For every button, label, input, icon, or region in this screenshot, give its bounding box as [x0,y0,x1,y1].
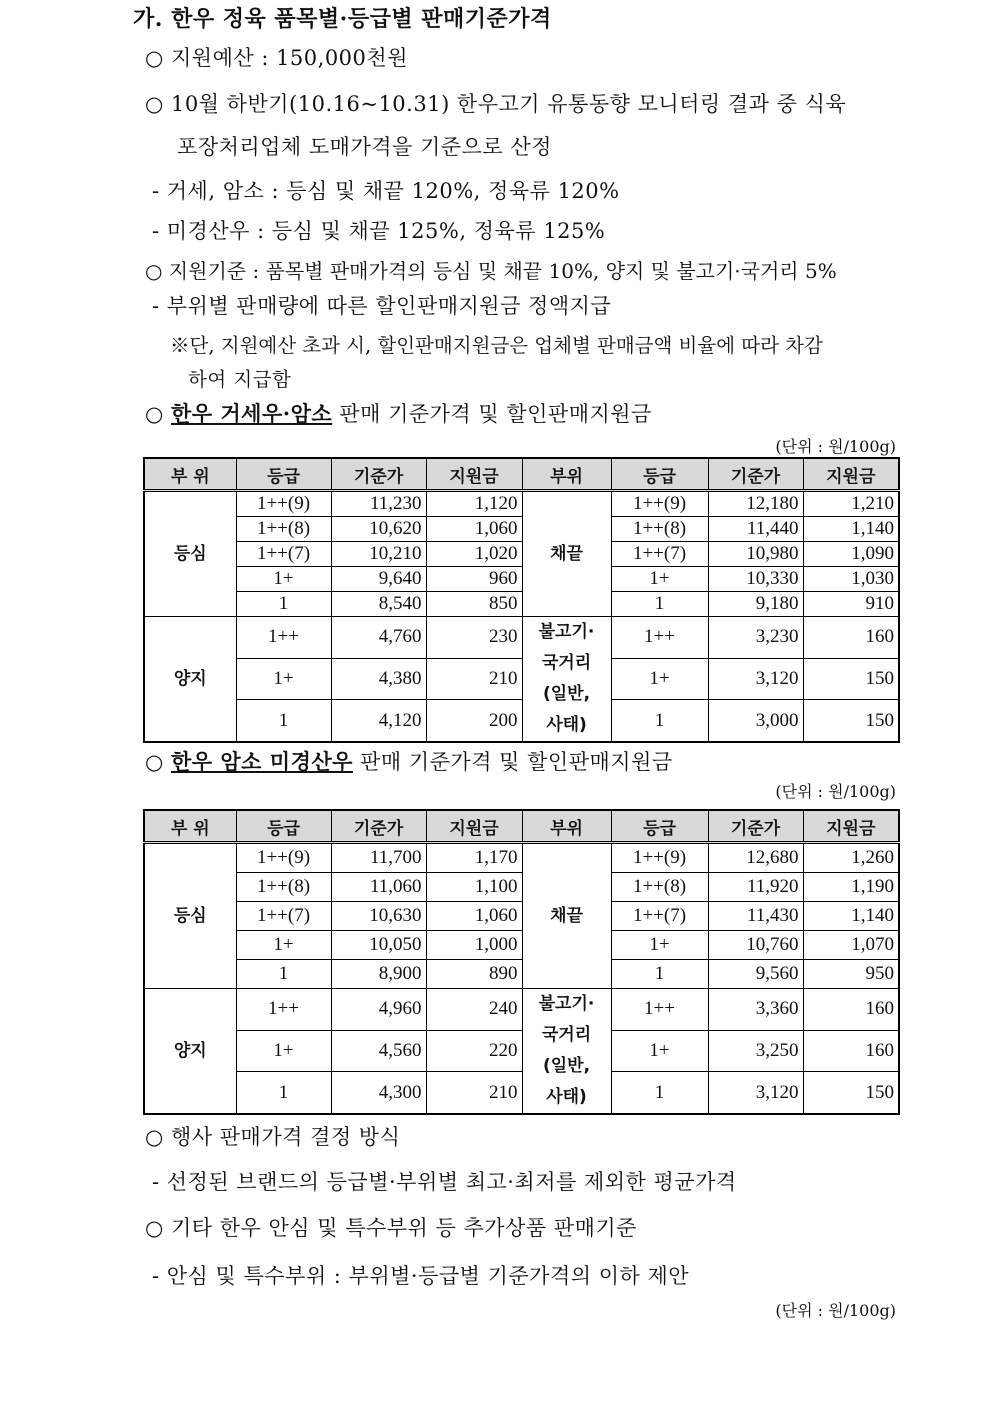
table-row [144,700,899,742]
support-cell: 1,120 [426,491,522,517]
price-cell: 9,560 [708,960,803,989]
part-line: 불고기· [538,622,595,642]
table-header-row [144,810,899,843]
grade-cell: 1 [236,592,331,617]
price-cell: 3,120 [708,1072,803,1114]
price-cell: 4,960 [331,989,426,1031]
price-table-2 [143,809,900,1115]
part-line: 국거리 [541,653,592,673]
part-line: 사태) [546,1087,587,1107]
grade-cell: 1+ [611,931,708,960]
part-cell-striploin: 채끝 [522,843,611,989]
support-cell: 220 [426,1030,522,1072]
grade-cell: 1++(7) [611,902,708,931]
support-cell: 1,090 [803,542,899,567]
part-line: 불고기· [538,994,595,1014]
section2-title-rest: 판매 기준가격 및 할인판매지원금 [352,750,673,774]
grade-cell: 1++(8) [236,873,331,902]
grade-cell: 1++(9) [611,843,708,873]
part-cell-brisket: 양지 [144,989,236,1115]
rule-line-2: - 미경산우 : 등심 및 채끝 125%, 정육류 125% [152,219,606,243]
support-cell: 1,060 [426,902,522,931]
price-cell: 4,760 [331,617,426,659]
budget-line: ○ 지원예산 : 150,000천원 [145,46,408,70]
table-row [144,617,899,659]
table-row [144,1072,899,1114]
price-cell: 11,430 [708,902,803,931]
price-cell: 4,560 [331,1030,426,1072]
header-grade: 등급 [611,810,708,843]
table-row [144,989,899,1031]
table-row [144,931,899,960]
support-cell: 960 [426,567,522,592]
price-cell: 11,440 [708,517,803,542]
header-grade: 등급 [236,458,331,491]
header-base-price: 기준가 [331,810,426,843]
part-cell-bulgogi [522,989,611,1115]
part-cell-striploin: 채끝 [522,491,611,617]
support-cell: 150 [803,1072,899,1114]
grade-cell: 1 [236,700,331,742]
support-cell: 150 [803,658,899,700]
header-support: 지원금 [426,458,522,491]
table-row [144,542,899,567]
support-cell: 160 [803,989,899,1031]
section1-title-emphasis: 한우 거세우·암소 [171,401,333,426]
basis-line-1: ○ 10월 하반기(10.16~10.31) 한우고기 유통동향 모니터링 결과 중 식육 [145,92,847,116]
grade-cell: 1+ [236,1030,331,1072]
support-cell: 230 [426,617,522,659]
price-cell: 3,000 [708,700,803,742]
header-part: 부 위 [144,458,236,491]
grade-cell: 1 [236,1072,331,1114]
support-cell: 240 [426,989,522,1031]
support-cell: 950 [803,960,899,989]
grade-cell: 1++(8) [611,517,708,542]
header-support: 지원금 [426,810,522,843]
support-cell: 1,190 [803,873,899,902]
price-cell: 10,210 [331,542,426,567]
basis-line-2: 포장처리업체 도매가격을 기준으로 산정 [177,135,552,159]
part-cell-sirloin: 등심 [144,491,236,617]
price-table-1 [143,457,900,743]
support-cell: 1,260 [803,843,899,873]
grade-cell: 1++ [611,989,708,1031]
support-cell: 1,170 [426,843,522,873]
price-cell: 11,700 [331,843,426,873]
support-cell: 1,140 [803,517,899,542]
support-cell: 150 [803,700,899,742]
header-part: 부위 [522,458,611,491]
header-support: 지원금 [803,458,899,491]
price-cell: 11,920 [708,873,803,902]
other-rule-line: - 안심 및 특수부위 : 부위별·등급별 기준가격의 이하 제안 [152,1264,690,1288]
section1-title-rest: 판매 기준가격 및 할인판매지원금 [332,402,652,426]
grade-cell: 1+ [236,931,331,960]
price-cell: 11,060 [331,873,426,902]
support-cell: 850 [426,592,522,617]
support-cell: 1,030 [803,567,899,592]
support-cell: 210 [426,1072,522,1114]
support-cell: 1,070 [803,931,899,960]
grade-cell: 1++(8) [611,873,708,902]
support-cell: 200 [426,700,522,742]
unit-label-1: (단위 : 원/100g) [775,437,896,456]
support-cell: 1,020 [426,542,522,567]
grade-cell: 1++(7) [611,542,708,567]
price-cell: 10,620 [331,517,426,542]
grade-cell: 1 [611,592,708,617]
price-cell: 11,230 [331,491,426,517]
grade-cell: 1+ [611,658,708,700]
grade-cell: 1++(9) [236,491,331,517]
header-base-price: 기준가 [708,458,803,491]
grade-cell: 1 [611,1072,708,1114]
header-base-price: 기준가 [708,810,803,843]
price-cell: 4,380 [331,658,426,700]
part-cell-sirloin: 등심 [144,843,236,989]
grade-cell: 1+ [236,658,331,700]
table-row [144,843,899,873]
price-cell: 4,120 [331,700,426,742]
grade-cell: 1++ [236,617,331,659]
part-cell-brisket: 양지 [144,617,236,743]
header-support: 지원금 [803,810,899,843]
support-cell: 1,100 [426,873,522,902]
unit-label-3: (단위 : 원/100g) [775,1301,896,1320]
price-cell: 12,680 [708,843,803,873]
table-header-row [144,458,899,491]
price-cell: 3,360 [708,989,803,1031]
header-part: 부위 [522,810,611,843]
support-cell: 890 [426,960,522,989]
note-line-2: 하여 지급함 [188,368,292,391]
table-row [144,960,899,989]
table-row [144,902,899,931]
unit-label-2: (단위 : 원/100g) [775,782,896,801]
table-row [144,1030,899,1072]
header-grade: 등급 [236,810,331,843]
part-line: 사태) [546,715,587,735]
support-cell: 1,210 [803,491,899,517]
note-line-1: ※단, 지원예산 초과 시, 할인판매지원금은 업체별 판매금액 비율에 따라 차감 [170,334,823,357]
price-cell: 8,540 [331,592,426,617]
support-cell: 1,060 [426,517,522,542]
price-cell: 4,300 [331,1072,426,1114]
support-cell: 910 [803,592,899,617]
price-cell: 9,640 [331,567,426,592]
part-cell-bulgogi [522,617,611,743]
section1-bullet: ○ [145,402,164,426]
part-line: (일반, [542,684,591,704]
price-cell: 10,050 [331,931,426,960]
price-cell: 10,980 [708,542,803,567]
grade-cell: 1++(8) [236,517,331,542]
price-cell: 9,180 [708,592,803,617]
table-row [144,592,899,617]
price-cell: 10,760 [708,931,803,960]
grade-cell: 1++ [611,617,708,659]
support-payment-line: - 부위별 판매량에 따른 할인판매지원금 정액지급 [152,294,612,318]
support-cell: 160 [803,1030,899,1072]
price-cell: 8,900 [331,960,426,989]
price-cell: 3,120 [708,658,803,700]
table-row [144,517,899,542]
header-grade: 등급 [611,458,708,491]
support-standard-line: ○ 지원기준 : 품목별 판매가격의 등심 및 채끝 10%, 양지 및 불고기·국거리 5% [145,259,837,283]
grade-cell: 1++(7) [236,902,331,931]
event-rule-line: - 선정된 브랜드의 등급별·부위별 최고·최저를 제외한 평균가격 [152,1170,737,1194]
section2-title [145,746,673,776]
rule-line-1: - 거세, 암소 : 등심 및 채끝 120%, 정육류 120% [152,179,620,203]
support-cell: 210 [426,658,522,700]
table-row [144,873,899,902]
event-price-line: ○ 행사 판매가격 결정 방식 [145,1125,401,1149]
section2-bullet: ○ [145,750,164,774]
other-standard-line: ○ 기타 한우 안심 및 특수부위 등 추가상품 판매기준 [145,1216,637,1240]
section2-title-emphasis: 한우 암소 미경산우 [171,749,353,774]
grade-cell: 1+ [236,567,331,592]
grade-cell: 1++(9) [236,843,331,873]
part-line: 국거리 [541,1025,592,1045]
price-cell: 12,180 [708,491,803,517]
grade-cell: 1++(9) [611,491,708,517]
price-cell: 3,250 [708,1030,803,1072]
grade-cell: 1 [611,960,708,989]
part-line: (일반, [542,1056,591,1076]
grade-cell: 1++ [236,989,331,1031]
grade-cell: 1++(7) [236,542,331,567]
price-cell: 10,630 [331,902,426,931]
price-cell: 3,230 [708,617,803,659]
price-cell: 10,330 [708,567,803,592]
table-row [144,658,899,700]
grade-cell: 1 [236,960,331,989]
support-cell: 160 [803,617,899,659]
support-cell: 1,140 [803,902,899,931]
table-row [144,567,899,592]
header-base-price: 기준가 [331,458,426,491]
support-cell: 1,000 [426,931,522,960]
section1-title [145,398,652,428]
header-part: 부 위 [144,810,236,843]
grade-cell: 1+ [611,1030,708,1072]
section-heading: 가. 한우 정육 품목별·등급별 판매기준가격 [133,6,552,32]
grade-cell: 1+ [611,567,708,592]
table-row [144,491,899,517]
grade-cell: 1 [611,700,708,742]
